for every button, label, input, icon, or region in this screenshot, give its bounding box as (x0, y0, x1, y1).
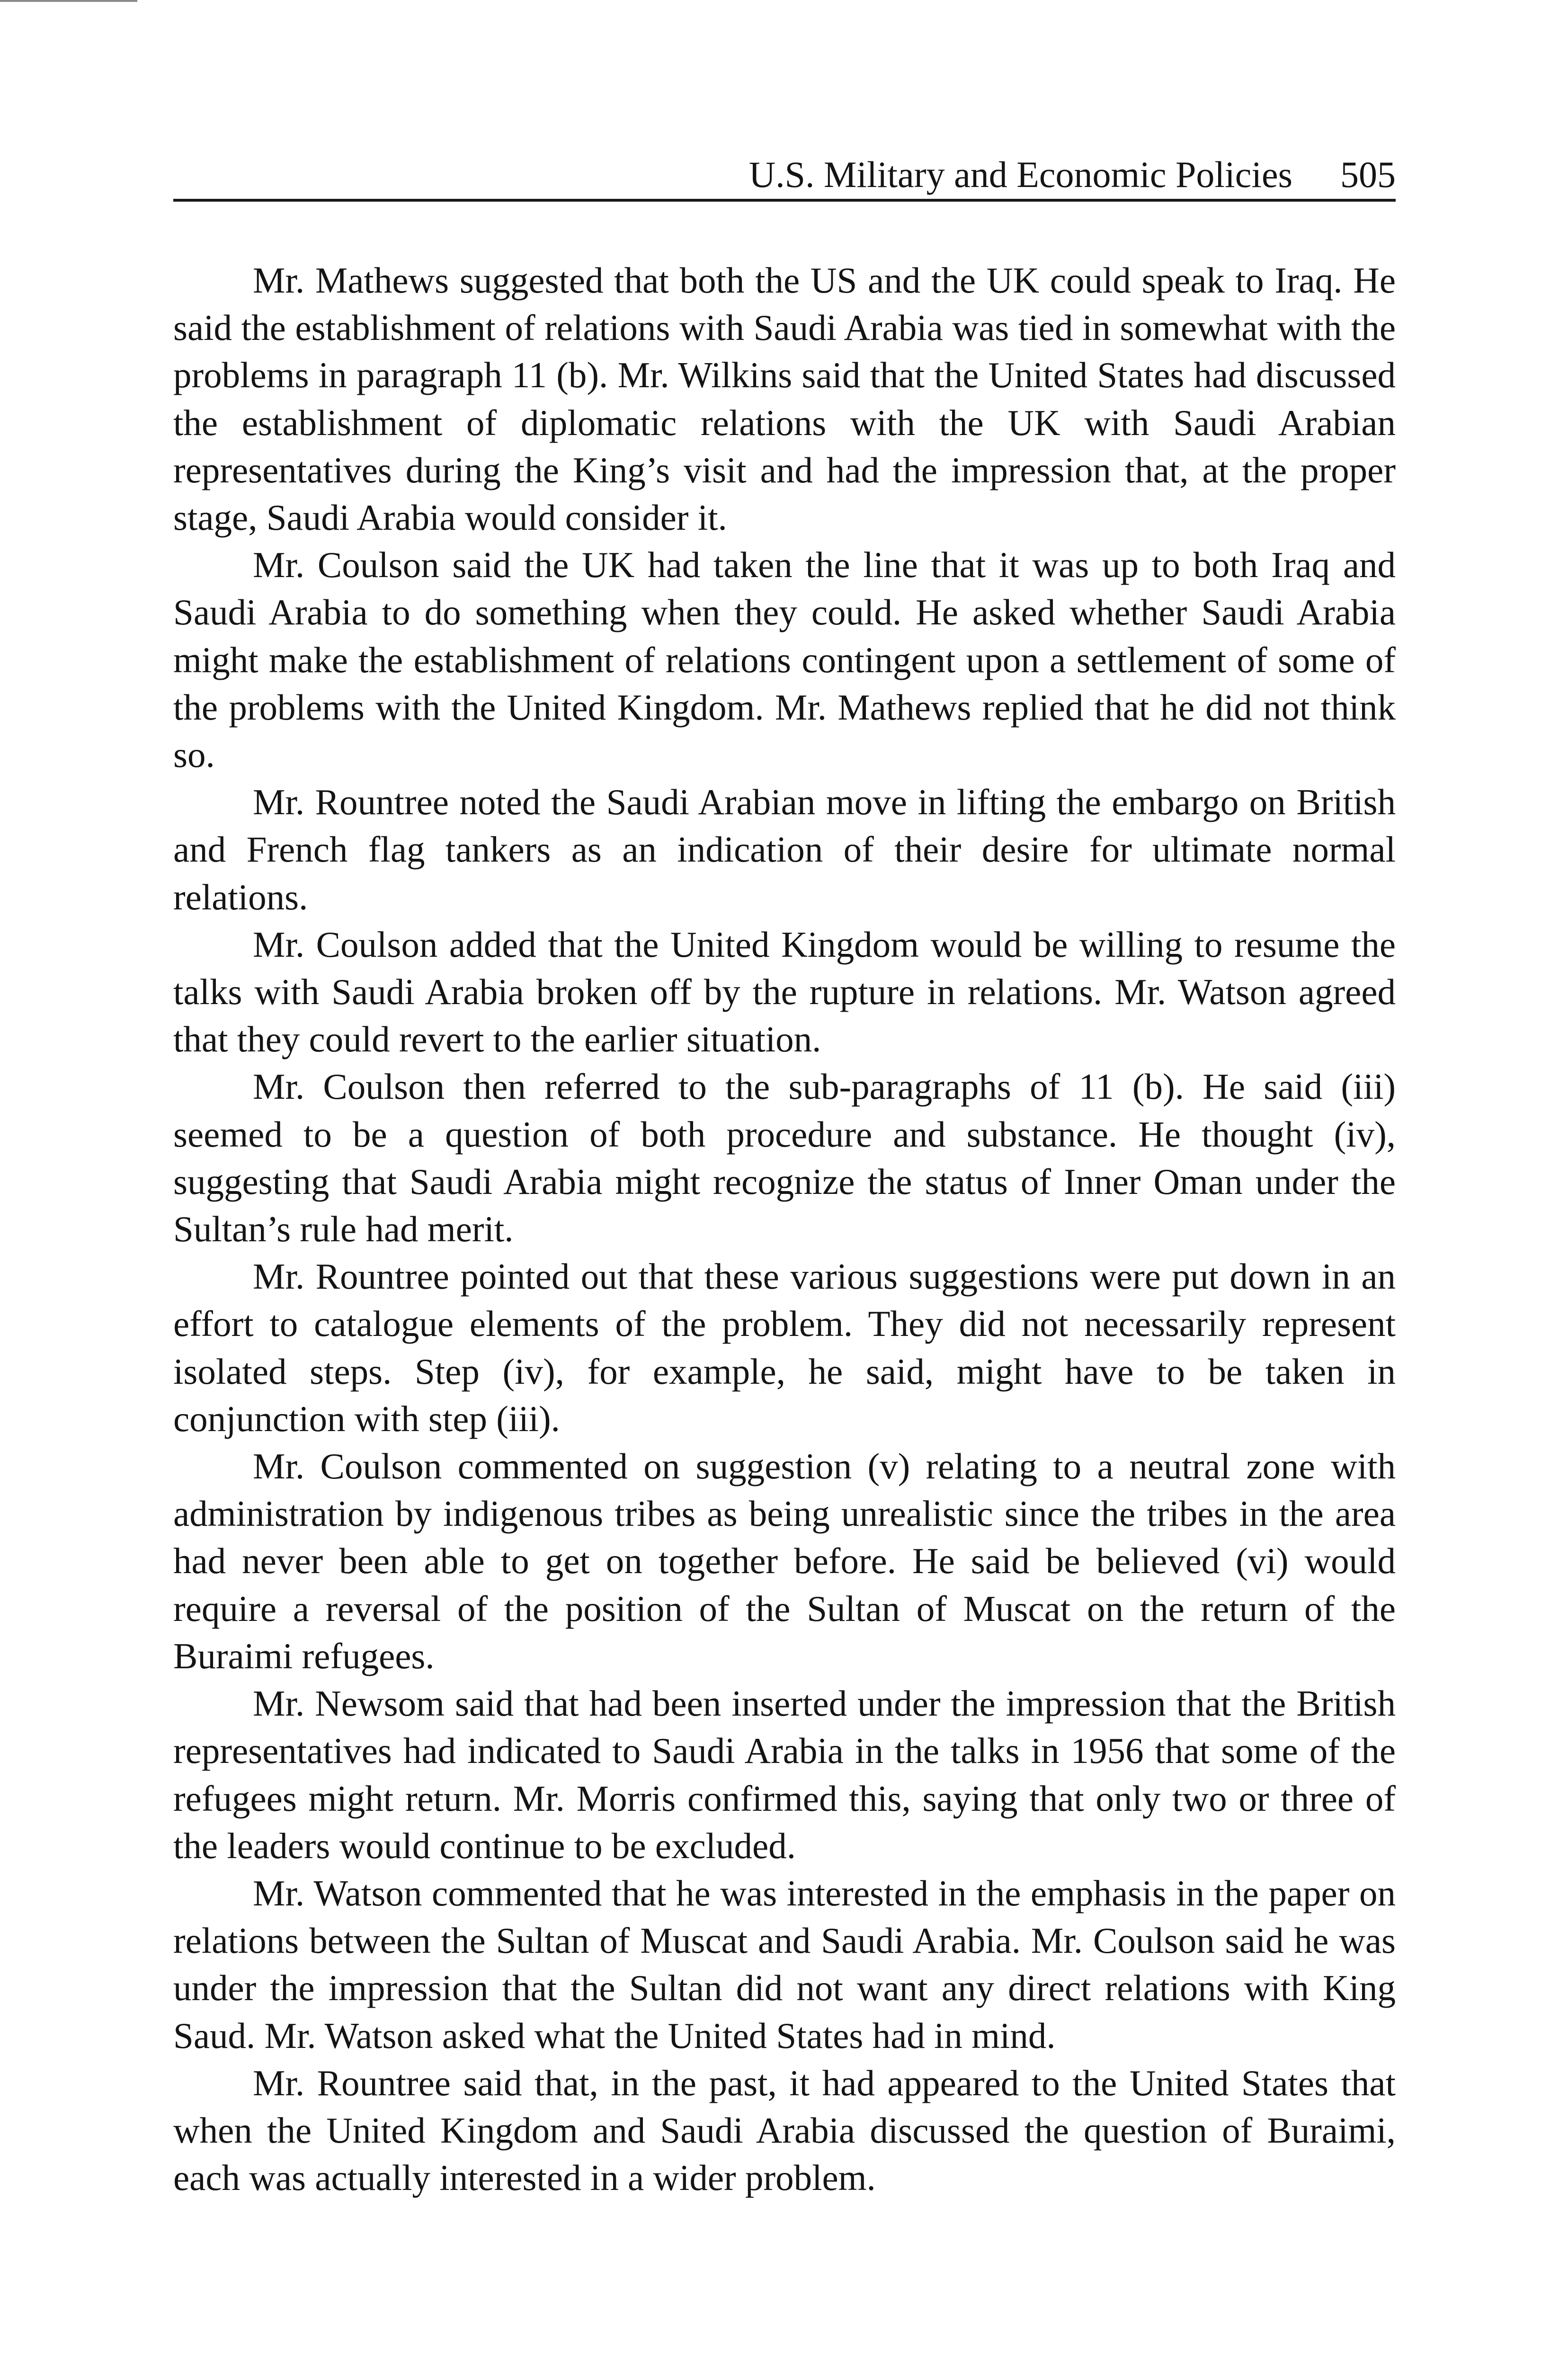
running-header-title: U.S. Military and Economic Policies (748, 154, 1292, 195)
paragraph: Mr. Rountree pointed out that these various suggestions were put down in an effort to catalogue elements of the problem. They did not necessarily represent isolated steps. Step (iv), for example, he said, might have to be taken in conjunction with step (iii). (173, 1256, 1396, 1439)
paragraph: Mr. Mathews suggested that both the US and the UK could speak to Iraq. He said the establishment of relations with Saudi Arabia was tied in somewhat with the problems in paragraph 11 (b). Mr. Wilkins said that the United States had discussed the establishment of diplomatic relations with the UK with Saudi Arabian representatives during the King’s visit and had the impression that, at the proper stage, Saudi Arabia would consider it. (173, 260, 1396, 538)
paragraph: Mr. Coulson then referred to the sub-paragraphs of 11 (b). He said (iii) seemed to be a question of both procedure and substance. He thought (iv), suggesting that Saudi Arabia might recognize the status of Inner Oman under the Sultan’s rule had merit. (173, 1066, 1396, 1250)
page-number: 505 (1340, 154, 1396, 195)
body-text (173, 257, 1396, 2201)
paragraph: Mr. Coulson added that the United Kingdom would be willing to resume the talks with Saudi Arabia broken off by the rupture in relations. Mr. Watson agreed that they could revert to the earlier situation. (173, 924, 1396, 1060)
paragraph: Mr. Rountree said that, in the past, it had appeared to the United States that when the United Kingdom and Saudi Arabia discussed the question of Buraimi, each was actually interested in a wider problem. (173, 2062, 1396, 2198)
paragraph: Mr. Newsom said that had been inserted under the impression that the British representatives had indicated to Saudi Arabia in the talks in 1956 that some of the refugees might return. Mr. Morris confirmed this, saying that only two or three of the leaders would continue to be excluded. (173, 1683, 1396, 1866)
paragraph: Mr. Rountree noted the Saudi Arabian move in lifting the embargo on British and French flag tankers as an indication of their desire for ultimate normal relations. (173, 782, 1396, 917)
paragraph: Mr. Watson commented that he was interested in the emphasis in the paper on relations between the Sultan of Muscat and Saudi Arabia. Mr. Coulson said he was under the impression that the Sultan did not want any direct relations with King Saud. Mr. Watson asked what the United States had in mind. (173, 1872, 1396, 2056)
scan-edge-line (0, 0, 137, 2)
running-header (173, 151, 1396, 202)
paragraph: Mr. Coulson said the UK had taken the line that it was up to both Iraq and Saudi Arabia to do something when they could. He asked whether Saudi Arabia might make the establishment of relations contingent upon a settlement of some of the problems with the United Kingdom. Mr. Mathews replied that he did not think so. (173, 544, 1396, 775)
paragraph: Mr. Coulson commented on suggestion (v) relating to a neutral zone with administration by indigenous tribes as being unrealistic since the tribes in the area had never been able to get on together before. He said be believed (vi) would require a reversal of the position of the Sultan of Muscat on the return of the Buraimi refugees. (173, 1446, 1396, 1676)
